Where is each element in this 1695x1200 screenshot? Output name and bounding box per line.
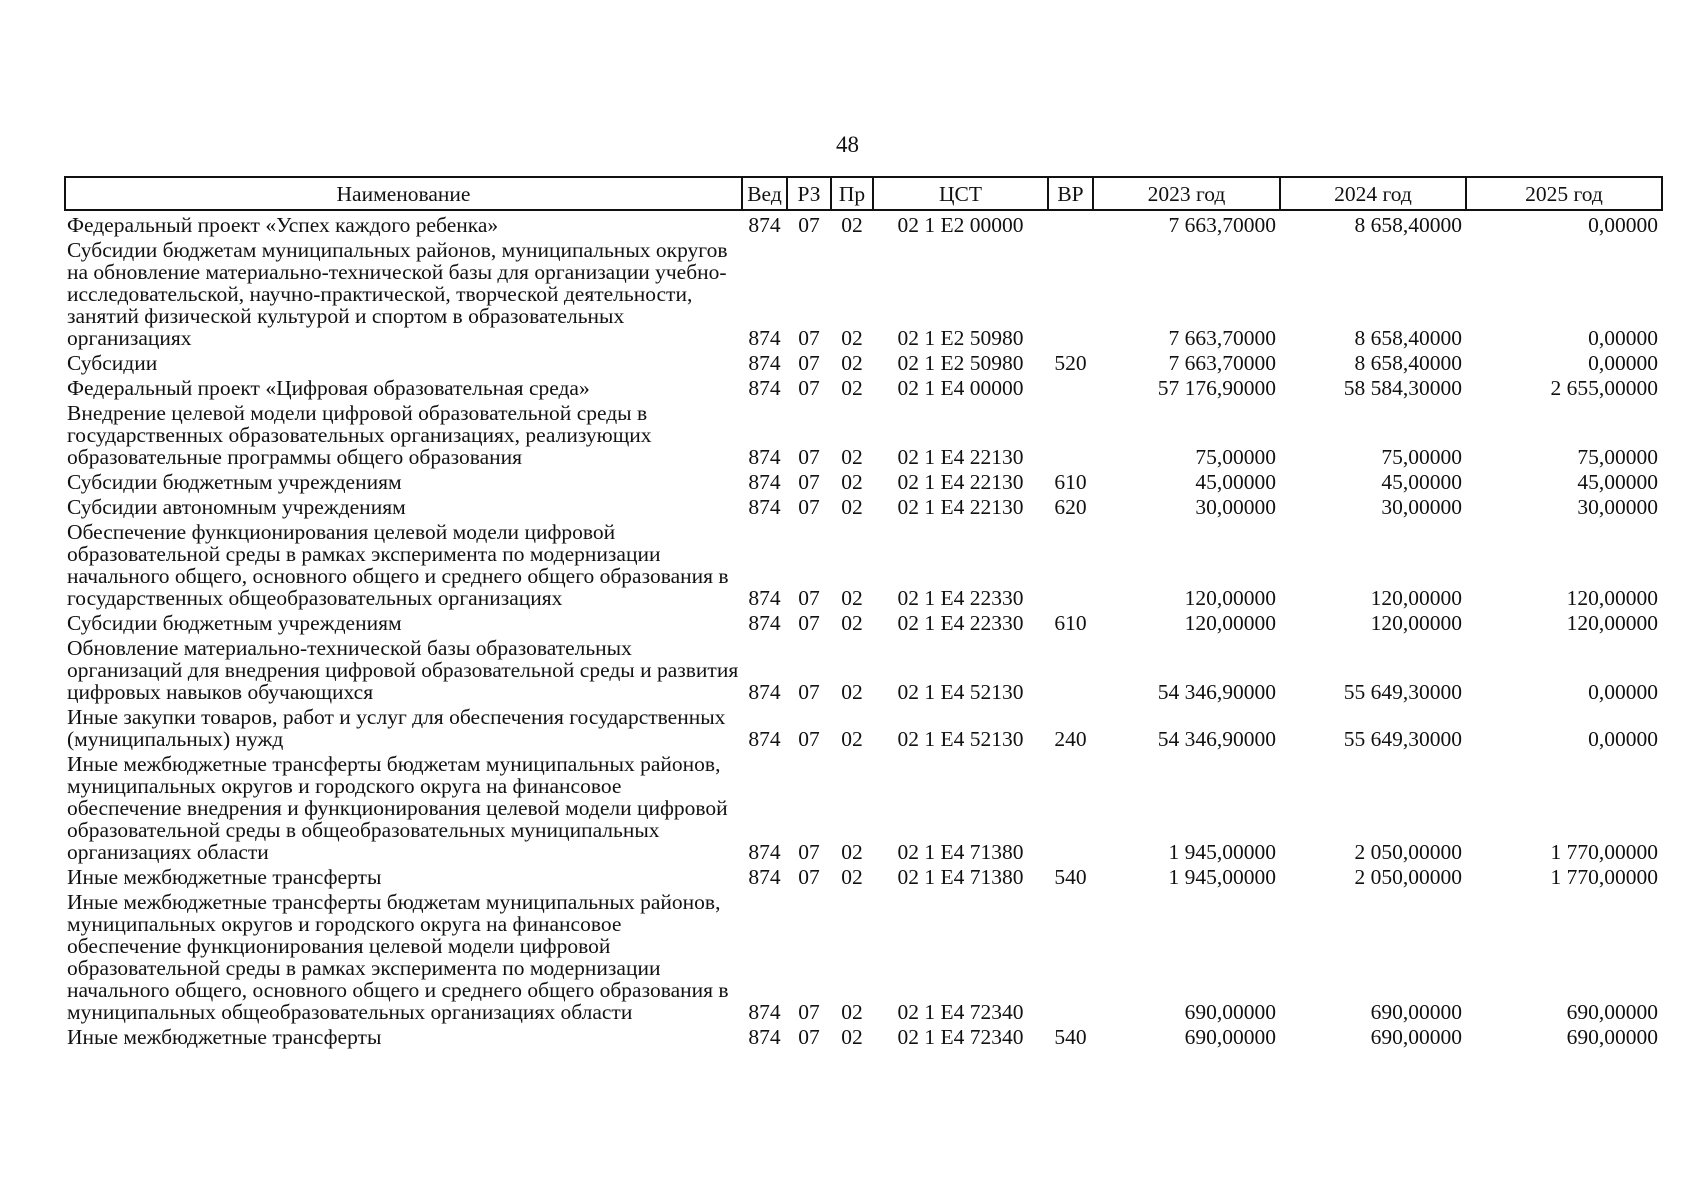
table-row	[65, 612, 1662, 637]
column-header-cst: ЦСТ	[873, 177, 1048, 210]
column-header-pr: Пр	[831, 177, 873, 210]
row-vr: 240	[1054, 727, 1087, 751]
row-ved: 874	[748, 1025, 781, 1049]
row-rz: 07	[798, 445, 820, 469]
table-header	[65, 177, 1662, 210]
row-name: Внедрение целевой модели цифровой образовательной среды в государственных образовательных организациях, реализующих образовательные программы общего образования	[67, 401, 652, 469]
row-vr: 620	[1054, 495, 1087, 519]
row-cst: 02 1 Е4 22130	[897, 470, 1024, 494]
row-vr: 520	[1054, 351, 1087, 375]
row-vr: 540	[1054, 1025, 1087, 1049]
table-row	[65, 1026, 1662, 1051]
row-vr: 610	[1054, 470, 1087, 494]
row-ved: 874	[748, 326, 781, 350]
row-amount-2024: 2 050,00000	[1354, 840, 1462, 864]
row-ved: 874	[748, 470, 781, 494]
row-cst: 02 1 Е4 52130	[897, 680, 1024, 704]
row-name: Федеральный проект «Цифровая образовательная среда»	[67, 376, 590, 400]
row-vr	[1048, 753, 1093, 866]
row-rz: 07	[798, 326, 820, 350]
row-amount-2025: 690,00000	[1566, 1000, 1658, 1024]
row-name: Иные межбюджетные трансферты	[67, 1025, 382, 1049]
row-amount-2024: 8 658,40000	[1354, 351, 1462, 375]
row-amount-2024: 120,00000	[1370, 611, 1462, 635]
row-amount-2025: 45,00000	[1577, 470, 1658, 494]
table-row	[65, 210, 1662, 239]
row-rz: 07	[798, 376, 820, 400]
row-amount-2024: 8 658,40000	[1354, 213, 1462, 237]
table-row	[65, 637, 1662, 706]
table-row	[65, 866, 1662, 891]
row-amount-2023: 1 945,00000	[1168, 865, 1276, 889]
row-vr: 610	[1054, 611, 1087, 635]
row-ved: 874	[748, 445, 781, 469]
row-amount-2025: 30,00000	[1577, 495, 1658, 519]
row-name: Иные закупки товаров, работ и услуг для обеспечения государственных (муниципальных) нужд	[67, 705, 726, 751]
row-name: Субсидии бюджетным учреждениям	[67, 611, 402, 635]
table-row	[65, 239, 1662, 352]
row-name: Субсидии автономным учреждениям	[67, 495, 406, 519]
row-amount-2025: 120,00000	[1566, 611, 1658, 635]
row-amount-2024: 2 050,00000	[1354, 865, 1462, 889]
row-ved: 874	[748, 611, 781, 635]
row-amount-2024: 55 649,30000	[1343, 727, 1462, 751]
row-ved: 874	[748, 213, 781, 237]
row-ved: 874	[748, 586, 781, 610]
row-cst: 02 1 Е4 00000	[897, 376, 1024, 400]
column-header-2024: 2024 год	[1280, 177, 1466, 210]
row-amount-2025: 0,00000	[1588, 326, 1658, 350]
row-amount-2023: 57 176,90000	[1157, 376, 1276, 400]
row-amount-2025: 120,00000	[1566, 586, 1658, 610]
row-amount-2025: 2 655,00000	[1550, 376, 1658, 400]
row-ved: 874	[748, 1000, 781, 1024]
row-ved: 874	[748, 351, 781, 375]
row-rz: 07	[798, 611, 820, 635]
row-amount-2024: 30,00000	[1381, 495, 1462, 519]
page-number: 48	[836, 132, 859, 157]
row-pr: 02	[841, 586, 863, 610]
row-name: Субсидии	[67, 351, 158, 375]
row-amount-2024: 58 584,30000	[1343, 376, 1462, 400]
row-amount-2023: 690,00000	[1184, 1000, 1276, 1024]
table-body	[65, 210, 1662, 1051]
row-amount-2024: 690,00000	[1370, 1000, 1462, 1024]
row-vr	[1048, 377, 1093, 402]
row-cst: 02 1 Е2 50980	[897, 326, 1024, 350]
row-amount-2024: 45,00000	[1381, 470, 1462, 494]
row-ved: 874	[748, 376, 781, 400]
row-rz: 07	[798, 1025, 820, 1049]
row-pr: 02	[841, 326, 863, 350]
row-pr: 02	[841, 376, 863, 400]
row-pr: 02	[841, 470, 863, 494]
row-rz: 07	[798, 495, 820, 519]
table-row	[65, 402, 1662, 471]
row-amount-2023: 120,00000	[1184, 611, 1276, 635]
table-row	[65, 521, 1662, 612]
table-row	[65, 352, 1662, 377]
row-pr: 02	[841, 495, 863, 519]
row-amount-2025: 0,00000	[1588, 727, 1658, 751]
row-pr: 02	[841, 727, 863, 751]
row-pr: 02	[841, 1000, 863, 1024]
row-cst: 02 1 Е4 72340	[897, 1025, 1024, 1049]
row-cst: 02 1 Е4 72340	[897, 1000, 1024, 1024]
row-rz: 07	[798, 727, 820, 751]
row-pr: 02	[841, 351, 863, 375]
table-row	[65, 496, 1662, 521]
row-amount-2025: 75,00000	[1577, 445, 1658, 469]
row-rz: 07	[798, 470, 820, 494]
column-header-rz: РЗ	[787, 177, 831, 210]
row-vr	[1048, 402, 1093, 471]
row-amount-2025: 0,00000	[1588, 680, 1658, 704]
row-pr: 02	[841, 213, 863, 237]
row-cst: 02 1 Е2 50980	[897, 351, 1024, 375]
row-amount-2023: 30,00000	[1195, 495, 1276, 519]
row-amount-2023: 690,00000	[1184, 1025, 1276, 1049]
row-vr	[1048, 239, 1093, 352]
row-pr: 02	[841, 865, 863, 889]
table-row	[65, 706, 1662, 753]
row-rz: 07	[798, 680, 820, 704]
row-amount-2024: 8 658,40000	[1354, 326, 1462, 350]
row-ved: 874	[748, 727, 781, 751]
row-amount-2023: 120,00000	[1184, 586, 1276, 610]
column-header-2023: 2023 год	[1093, 177, 1280, 210]
table-row	[65, 891, 1662, 1026]
row-amount-2024: 120,00000	[1370, 586, 1462, 610]
column-header-name: Наименование	[65, 177, 742, 210]
row-rz: 07	[798, 586, 820, 610]
row-amount-2023: 54 346,90000	[1157, 680, 1276, 704]
row-ved: 874	[748, 840, 781, 864]
row-rz: 07	[798, 213, 820, 237]
row-cst: 02 1 Е2 00000	[897, 213, 1024, 237]
row-cst: 02 1 Е4 22130	[897, 445, 1024, 469]
row-cst: 02 1 Е4 71380	[897, 865, 1024, 889]
row-amount-2024: 75,00000	[1381, 445, 1462, 469]
row-rz: 07	[798, 1000, 820, 1024]
row-name: Иные межбюджетные трансферты бюджетам муниципальных районов, муниципальных округов и городского округа на финансовое обеспечение внедрения и функционирования целевой модели цифровой образовательной среды в общеобразовательных муниципальных организациях области	[67, 752, 728, 864]
row-amount-2023: 54 346,90000	[1157, 727, 1276, 751]
row-vr	[1048, 891, 1093, 1026]
row-pr: 02	[841, 445, 863, 469]
row-amount-2023: 1 945,00000	[1168, 840, 1276, 864]
row-name: Субсидии бюджетным учреждениям	[67, 470, 402, 494]
row-vr	[1048, 210, 1093, 239]
row-amount-2024: 55 649,30000	[1343, 680, 1462, 704]
row-amount-2023: 45,00000	[1195, 470, 1276, 494]
table-row	[65, 377, 1662, 402]
row-amount-2023: 75,00000	[1195, 445, 1276, 469]
row-name: Иные межбюджетные трансферты	[67, 865, 382, 889]
row-rz: 07	[798, 840, 820, 864]
row-amount-2024: 690,00000	[1370, 1025, 1462, 1049]
row-pr: 02	[841, 680, 863, 704]
row-amount-2025: 1 770,00000	[1550, 865, 1658, 889]
row-amount-2025: 690,00000	[1566, 1025, 1658, 1049]
row-amount-2023: 7 663,70000	[1168, 326, 1276, 350]
row-rz: 07	[798, 351, 820, 375]
row-pr: 02	[841, 611, 863, 635]
row-rz: 07	[798, 865, 820, 889]
column-header-ved: Вед	[742, 177, 787, 210]
row-amount-2025: 0,00000	[1588, 213, 1658, 237]
row-vr: 540	[1054, 865, 1087, 889]
row-name: Субсидии бюджетам муниципальных районов, муниципальных округов на обновление материально-технической базы для организации учебно-исследовательской, научно-практической, творческой деятельности, занятий физической культурой и спортом в образовательных организациях	[67, 238, 728, 350]
row-ved: 874	[748, 680, 781, 704]
row-cst: 02 1 Е4 52130	[897, 727, 1024, 751]
row-ved: 874	[748, 865, 781, 889]
row-pr: 02	[841, 1025, 863, 1049]
row-cst: 02 1 Е4 22330	[897, 611, 1024, 635]
row-amount-2023: 7 663,70000	[1168, 351, 1276, 375]
row-cst: 02 1 Е4 71380	[897, 840, 1024, 864]
column-header-vr: ВР	[1048, 177, 1093, 210]
row-ved: 874	[748, 495, 781, 519]
row-amount-2025: 0,00000	[1588, 351, 1658, 375]
row-cst: 02 1 Е4 22130	[897, 495, 1024, 519]
row-name: Обеспечение функционирования целевой модели цифровой образовательной среды в рамках эксперимента по модернизации начального общего, основного общего и среднего общего образования в государственных общеобразовательных организациях	[67, 520, 729, 610]
row-amount-2025: 1 770,00000	[1550, 840, 1658, 864]
column-header-2025: 2025 год	[1466, 177, 1662, 210]
row-name: Обновление материально-технической базы образовательных организаций для внедрения цифровой образовательной среды и развития цифровых навыков обучающихся	[67, 636, 739, 704]
row-name: Иные межбюджетные трансферты бюджетам муниципальных районов, муниципальных округов и городского округа на финансовое обеспечение функционирования целевой модели цифровой образовательной среды в рамках эксперимента по модернизации начального общего, основного общего и среднего общего образования в муниципальных общеобразовательных организациях области	[67, 890, 729, 1024]
budget-table	[64, 176, 1663, 1051]
row-vr	[1048, 521, 1093, 612]
row-amount-2023: 7 663,70000	[1168, 213, 1276, 237]
row-name: Федеральный проект «Успех каждого ребенка»	[67, 213, 499, 237]
table-row	[65, 753, 1662, 866]
table-row	[65, 471, 1662, 496]
row-vr	[1048, 637, 1093, 706]
row-cst: 02 1 Е4 22330	[897, 586, 1024, 610]
row-pr: 02	[841, 840, 863, 864]
